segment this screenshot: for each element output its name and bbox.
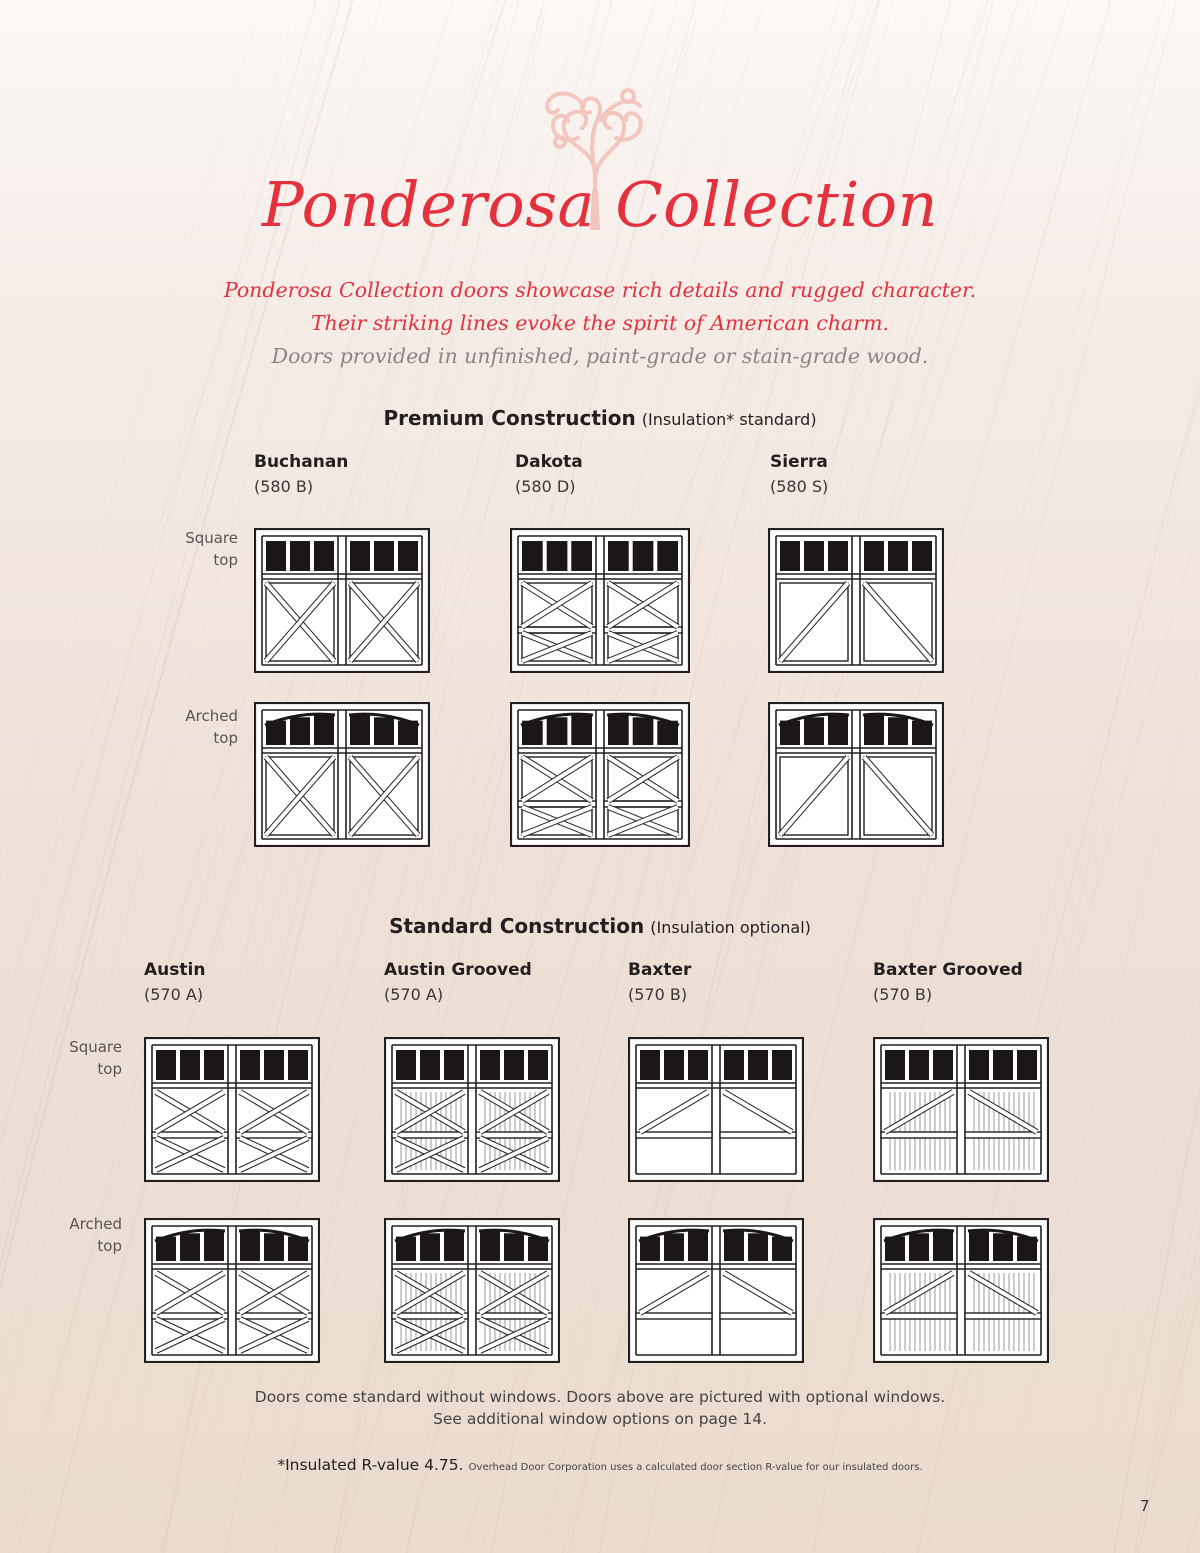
door-buchanan-arched	[254, 702, 430, 847]
door-sierra-square	[768, 528, 944, 673]
page-number: 7	[1140, 1497, 1150, 1515]
row-label-text: Arched	[185, 707, 238, 725]
row-label-text: Arched	[69, 1215, 122, 1233]
standard-heading	[0, 914, 1200, 938]
footnote	[0, 1455, 1200, 1474]
model-code-baxter-grooved: (570 B)	[873, 985, 933, 1004]
door-austin-arched	[144, 1218, 320, 1363]
footer-line-1: Doors come standard without windows. Doors above are pictured with optional windows.	[254, 1388, 946, 1406]
row-label-arched-premium	[158, 705, 238, 749]
row-label-text: Square	[185, 529, 238, 547]
door-dakota-arched	[510, 702, 690, 847]
door-sierra-arched	[768, 702, 944, 847]
door-austin-grooved-arched	[384, 1218, 560, 1363]
row-label-square-standard	[42, 1036, 122, 1080]
standard-heading-sub: (Insulation optional)	[650, 918, 811, 937]
premium-heading	[0, 406, 1200, 430]
standard-heading-title: Standard Construction	[389, 914, 645, 938]
model-code-buchanan: (580 B)	[254, 477, 314, 496]
row-label-text: top	[97, 1237, 122, 1255]
footnote-small: Overhead Door Corporation uses a calculated door section R-value for our insulated doors.	[468, 1462, 923, 1473]
door-baxter-grooved-square	[873, 1037, 1049, 1182]
model-name-austin-grooved: Austin Grooved	[384, 960, 532, 980]
row-label-text: top	[213, 551, 238, 569]
intro-line-3: Doors provided in unfinished, paint-grade or stain-grade wood.	[271, 344, 929, 368]
model-code-austin: (570 A)	[144, 985, 204, 1004]
row-label-text: top	[213, 729, 238, 747]
model-code-dakota: (580 D)	[515, 477, 576, 496]
model-name-buchanan: Buchanan	[254, 452, 349, 472]
row-label-text: Square	[69, 1038, 122, 1056]
footer-line-2: See additional window options on page 14.	[432, 1410, 767, 1428]
model-code-austin-grooved: (570 A)	[384, 985, 444, 1004]
door-austin-grooved-square	[384, 1037, 560, 1182]
model-name-dakota: Dakota	[515, 452, 583, 472]
premium-heading-title: Premium Construction	[383, 406, 636, 430]
model-name-baxter: Baxter	[628, 960, 692, 980]
row-label-square-premium	[158, 527, 238, 571]
model-code-sierra: (580 S)	[770, 477, 829, 496]
model-name-austin: Austin	[144, 960, 206, 980]
door-austin-square	[144, 1037, 320, 1182]
model-name-baxter-grooved: Baxter Grooved	[873, 960, 1023, 980]
door-buchanan-square	[254, 528, 430, 673]
door-baxter-arched	[628, 1218, 804, 1363]
footnote-main: *Insulated R-value 4.75.	[277, 1456, 464, 1474]
row-label-text: top	[97, 1060, 122, 1078]
intro-line-2: Their striking lines evoke the spirit of American charm.	[310, 311, 890, 335]
door-baxter-square	[628, 1037, 804, 1182]
intro-line-1: Ponderosa Collection doors showcase rich details and rugged character.	[223, 278, 977, 302]
model-name-sierra: Sierra	[770, 452, 828, 472]
page-title: Ponderosa Collection	[261, 168, 939, 241]
door-baxter-grooved-arched	[873, 1218, 1049, 1363]
model-code-baxter: (570 B)	[628, 985, 688, 1004]
row-label-arched-standard	[42, 1213, 122, 1257]
door-dakota-square	[510, 528, 690, 673]
premium-heading-sub: (Insulation* standard)	[641, 410, 817, 429]
